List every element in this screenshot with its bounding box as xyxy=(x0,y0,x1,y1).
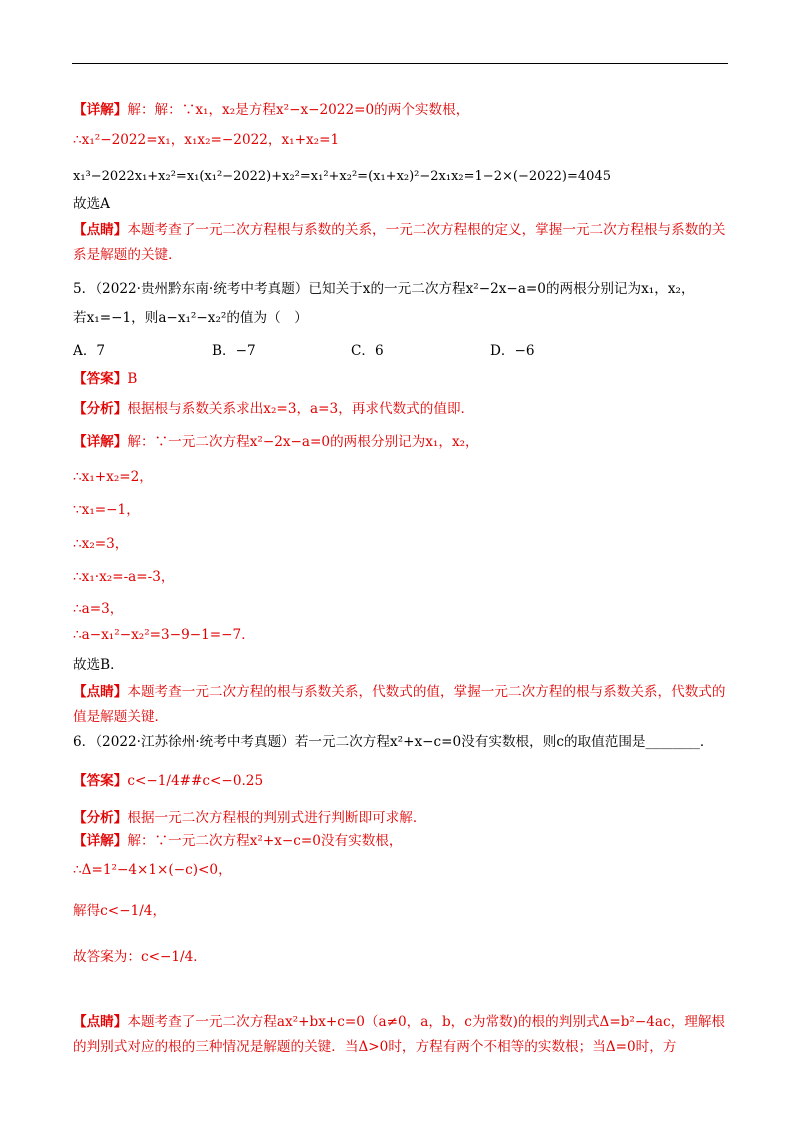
question-5 xyxy=(73,281,695,298)
analysis-text: 根据一元二次方程根的判别式进行判断即可求解． xyxy=(127,810,427,826)
question-6 xyxy=(73,734,713,751)
analysis-tag: 【分析】 xyxy=(73,810,128,826)
review-text: 本题考查一元二次方程的根与系数关系，代数式的值，掌握一元二次方程的根与系数关系，代数式的值是解题关键． xyxy=(73,684,726,725)
answer-5 xyxy=(73,371,137,388)
detail-text: 解：∵一元二次方程x²+x−c=0没有实数根， xyxy=(127,833,403,849)
header-rule xyxy=(72,63,728,64)
step-t2: 解得c<−1/4， xyxy=(73,903,167,919)
question-text: 已知关于x的一元二次方程x²−2x−a=0的两根分别记为x₁，x₂， xyxy=(308,281,695,297)
review-text: 本题考查了一元二次方程ax²+bx+c=0（a≠0，a，b，c为常数)的根的判别式Δ=b²−4ac，理解根的判别式对应的根的三种情况是解题的关键．当Δ>0时，方程有两个不相等的实数根；当Δ=0时，方 xyxy=(73,1014,726,1055)
answer-tag: 【答案】 xyxy=(73,773,128,789)
detail-tag: 【详解】 xyxy=(73,102,128,118)
review-paragraph-6 xyxy=(73,1010,728,1060)
detail-line-2: ∴x₁²−2022=x₁，x₁x₂=−2022，x₁+x₂=1 xyxy=(73,132,340,148)
detail-text: 解：∵一元二次方程x²−2x−a=0的两根分别记为x₁，x₂， xyxy=(127,434,479,450)
question-source: （2022·江苏徐州·统考中考真题） xyxy=(95,734,295,750)
review-paragraph-4 xyxy=(73,218,728,268)
detail-5 xyxy=(73,434,479,451)
analysis-tag: 【分析】 xyxy=(73,401,128,417)
answer-value: B xyxy=(127,371,138,387)
detail-tag: 【详解】 xyxy=(73,434,128,450)
question-number: 5． xyxy=(73,281,96,297)
option-d: D．−6 xyxy=(490,343,535,359)
step-6: ∴a−x₁²−x₂²=3−9−1=−7． xyxy=(73,627,255,643)
option-b: B．−7 xyxy=(212,343,256,359)
option-c: C．6 xyxy=(351,343,384,359)
detail-conclusion: 故选A xyxy=(73,196,111,212)
question-5-options xyxy=(73,343,629,360)
review-paragraph-5 xyxy=(73,680,728,730)
review-tag: 【点睛】 xyxy=(73,1014,128,1030)
step-5: ∴a=3， xyxy=(73,601,124,617)
detail-6 xyxy=(73,833,403,850)
step-3: ∴x₂=3， xyxy=(73,536,129,552)
detail-text: 解：解：∵x₁，x₂是方程x²−x−2022=0的两个实数根， xyxy=(127,102,470,118)
analysis-6 xyxy=(73,810,426,827)
detail-tag: 【详解】 xyxy=(73,833,128,849)
question-5-condition: 若x₁=−1，则a−x₁²−x₂²的值为（ ） xyxy=(73,310,308,326)
question-text: 若一元二次方程x²+x−c=0没有实数根，则c的取值范围是________． xyxy=(294,734,714,750)
detail-line-3: x₁³−2022x₁+x₂²=x₁(x₁²−2022)+x₂²=x₁²+x₂²=(x₁+x₂)²−2x₁x₂=1−2×(−2022)=4045 xyxy=(73,169,611,184)
review-text: 本题考查了一元二次方程根与系数的关系，一元二次方程根的定义，掌握一元二次方程根与系数的关系是解题的关键． xyxy=(73,222,726,263)
option-a: A．7 xyxy=(73,343,106,359)
review-tag: 【点睛】 xyxy=(73,684,128,700)
step-t3: 故答案为：c<−1/4． xyxy=(73,949,207,965)
answer-value: c<−1/4##c<−0.25 xyxy=(127,773,264,789)
step-t1: ∴Δ=1²−4×1×(−c)<0， xyxy=(73,862,232,878)
step-2: ∵x₁=−1， xyxy=(73,502,140,518)
review-tag: 【点睛】 xyxy=(73,222,128,238)
conclusion-5: 故选B． xyxy=(73,657,124,673)
detail-line-1 xyxy=(73,102,469,119)
step-4: ∴x₁·x₂=-a=-3， xyxy=(73,569,175,585)
step-1: ∴x₁+x₂=2， xyxy=(73,469,153,485)
answer-tag: 【答案】 xyxy=(73,371,128,387)
analysis-text: 根据根与系数关系求出x₂=3，a=3，再求代数式的值即． xyxy=(127,401,475,417)
analysis-5 xyxy=(73,401,474,418)
question-source: （2022·贵州黔东南·统考中考真题） xyxy=(95,281,309,297)
answer-6 xyxy=(73,773,263,790)
question-number: 6． xyxy=(73,734,96,750)
